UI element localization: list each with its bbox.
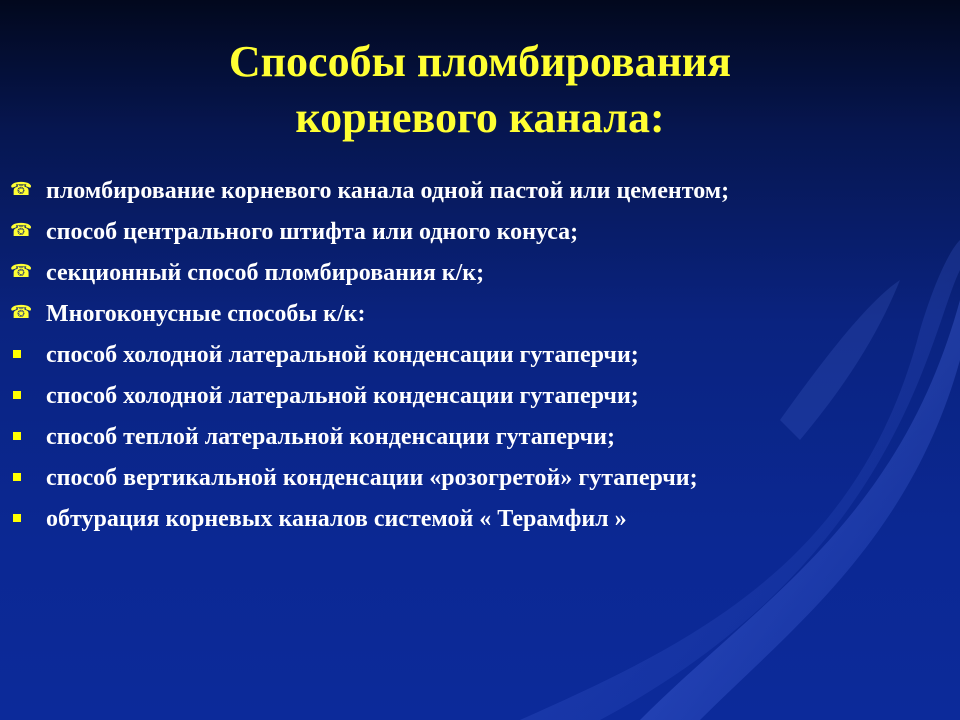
list-item: [10, 335, 955, 376]
list-item: [10, 376, 955, 417]
list-item: [10, 212, 955, 253]
list-item-text: способ холодной латеральной конденсации гутаперчи;: [46, 342, 639, 368]
list-item: [10, 499, 955, 540]
list-item: [10, 417, 955, 458]
phone-icon: ☎: [10, 302, 33, 323]
square-icon: [13, 514, 21, 522]
list-item-text: способ вертикальной конденсации «розогретой» гутаперчи;: [46, 465, 698, 491]
list-item-text: Многоконусные способы к/к:: [46, 301, 366, 327]
list-item: [10, 458, 955, 499]
phone-icon: ☎: [10, 261, 33, 282]
phone-icon: ☎: [10, 179, 33, 200]
list-item-text: способ холодной латеральной конденсации гутаперчи;: [46, 383, 639, 409]
list-item-text: способ теплой латеральной конденсации гутаперчи;: [46, 424, 615, 450]
square-icon: [13, 432, 21, 440]
list-item-text: секционный способ пломбирования к/к;: [46, 260, 485, 286]
list-item-text: пломбирование корневого канала одной пастой или цементом;: [46, 178, 730, 204]
title-line-1: Способы пломбирования: [228, 37, 732, 86]
list-item: [10, 253, 955, 294]
list-item: [10, 171, 955, 212]
square-icon: [13, 391, 21, 399]
title-line-2: корневого канала:: [295, 93, 665, 142]
square-icon: [13, 350, 21, 358]
phone-icon: ☎: [10, 220, 33, 241]
slide-title: [0, 34, 960, 146]
square-icon: [13, 473, 21, 481]
bullet-list: [10, 171, 955, 540]
list-item-text: способ центрального штифта или одного конуса;: [46, 219, 579, 245]
list-item: [10, 294, 955, 335]
list-item-text: обтурация корневых каналов системой « Терамфил »: [46, 506, 627, 532]
